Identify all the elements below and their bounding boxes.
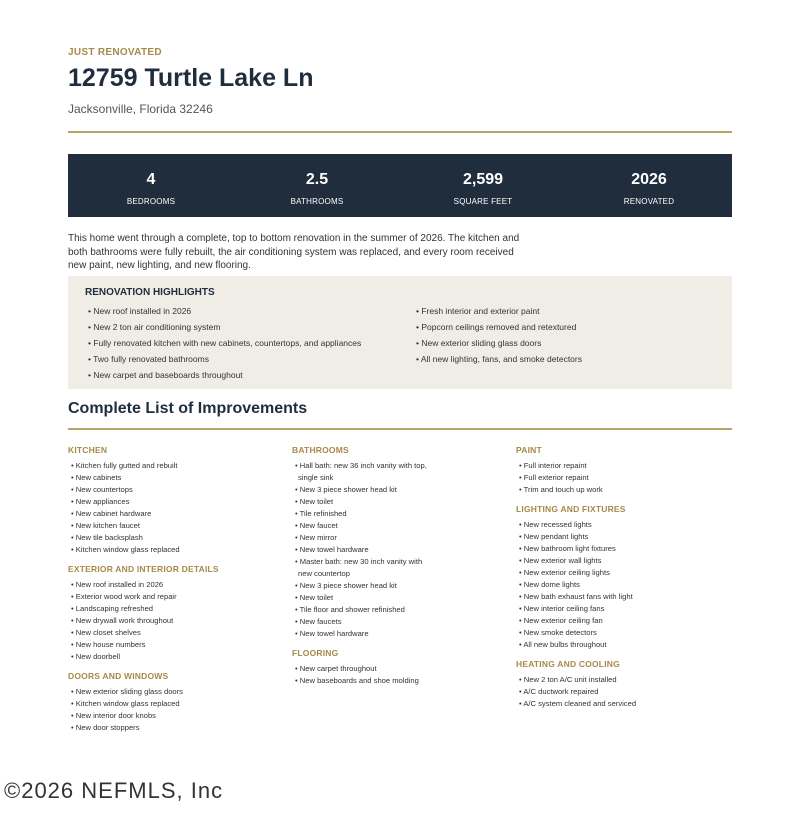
section-title: BATHROOMS: [292, 445, 349, 455]
stat-value: 4: [146, 171, 156, 188]
list-item: • New dome lights: [519, 580, 580, 589]
stat-label: RENOVATED: [623, 197, 675, 206]
list-item: • Full exterior repaint: [519, 473, 589, 482]
divider: [68, 131, 732, 133]
list-item: • New 2 ton A/C unit installed: [519, 675, 617, 684]
stat-renovated: [566, 154, 732, 217]
list-item: • New recessed lights: [519, 520, 592, 529]
stat-label: BEDROOMS: [126, 197, 176, 206]
list-item: • New baseboards and shoe molding: [295, 676, 419, 685]
stat-value: 2,599: [462, 171, 504, 188]
list-item: • Exterior wood work and repair: [71, 592, 177, 601]
list-item: • Master bath: new 30 inch vanity with: [295, 557, 423, 566]
stat-bathrooms: [234, 154, 400, 217]
list-item: • New appliances: [71, 497, 130, 506]
highlight-item: • New carpet and baseboards throughout: [88, 370, 243, 380]
divider: [68, 428, 732, 430]
list-item: • New interior door knobs: [71, 711, 156, 720]
highlights-title: RENOVATION HIGHLIGHTS: [85, 287, 215, 298]
section-title: HEATING AND COOLING: [516, 659, 620, 669]
list-item: • Full interior repaint: [519, 461, 587, 470]
highlight-item: • Two fully renovated bathrooms: [88, 354, 209, 364]
list-item: • New doorbell: [71, 652, 121, 661]
highlight-item: • New 2 ton air conditioning system: [88, 322, 221, 332]
highlights-left: [88, 306, 361, 386]
list-item: • New faucets: [295, 617, 342, 626]
list-item: • New 3 piece shower head kit: [295, 485, 397, 494]
improvements-column-3: [516, 445, 731, 710]
list-item: • New exterior ceiling fan: [519, 616, 603, 625]
list-item: • All new bulbs throughout: [519, 640, 607, 649]
section-gap: [292, 640, 507, 648]
list-item: • New countertops: [71, 485, 133, 494]
list-item: • Kitchen fully gutted and rebuilt: [71, 461, 178, 470]
list-item: • Landscaping refreshed: [71, 604, 154, 613]
list-item: single sink: [298, 473, 334, 482]
improvements-column-2: [292, 445, 507, 687]
list-item: • New closet shelves: [71, 628, 141, 637]
list-item: • New toilet: [295, 593, 334, 602]
section-gap: [68, 663, 283, 671]
stat-value: 2026: [631, 171, 667, 188]
highlight-item: • Fresh interior and exterior paint: [416, 306, 540, 316]
list-item: • New towel hardware: [295, 545, 369, 554]
list-item: • New toilet: [295, 497, 334, 506]
list-item: • New towel hardware: [295, 629, 369, 638]
watermark: ©2026 NEFMLS, Inc: [4, 778, 224, 803]
list-item: • New door stoppers: [71, 723, 140, 732]
list-item: • Tile refinished: [295, 509, 347, 518]
highlight-item: • All new lighting, fans, and smoke detectors: [416, 354, 582, 364]
list-item: • Tile floor and shower refinished: [295, 605, 405, 614]
section-title: EXTERIOR AND INTERIOR DETAILS: [68, 564, 219, 574]
list-item: • New kitchen faucet: [71, 521, 140, 530]
list-item: • New exterior sliding glass doors: [71, 687, 183, 696]
list-item: new countertop: [298, 569, 350, 578]
list-item: • New pendant lights: [519, 532, 589, 541]
section-title: KITCHEN: [68, 445, 108, 455]
improvements-column-1: [68, 445, 283, 734]
list-item: • A/C ductwork repaired: [519, 687, 599, 696]
list-item: • Kitchen window glass replaced: [71, 699, 180, 708]
highlight-item: • Fully renovated kitchen with new cabinets, countertops, and appliances: [88, 338, 362, 348]
list-item: • Kitchen window glass replaced: [71, 545, 180, 554]
list-item: • New bathroom light fixtures: [519, 544, 616, 553]
stat-label: SQUARE FEET: [453, 197, 513, 206]
highlights-right: [416, 306, 582, 370]
list-item: • New smoke detectors: [519, 628, 597, 637]
list-item: • New cabinets: [71, 473, 122, 482]
stat-square-feet: [400, 154, 566, 217]
highlight-item: • Popcorn ceilings removed and retextured: [416, 322, 577, 332]
list-item: • New tile backsplash: [71, 533, 143, 542]
section-title: PAINT: [516, 445, 542, 455]
list-item: • New exterior wall lights: [519, 556, 602, 565]
list-item: • New roof installed in 2026: [71, 580, 164, 589]
list-item: • New carpet throughout: [295, 664, 377, 673]
stats-bar: [68, 154, 732, 217]
list-item: • New bath exhaust fans with light: [519, 592, 633, 601]
stat-label: BATHROOMS: [290, 197, 344, 206]
list-item: • New faucet: [295, 521, 338, 530]
highlights-box: [68, 276, 732, 389]
section-gap: [68, 556, 283, 564]
section-title: FLOORING: [292, 648, 339, 658]
list-item: • New mirror: [295, 533, 337, 542]
stat-value: 2.5: [305, 171, 329, 188]
list-item: • New cabinet hardware: [71, 509, 152, 518]
list-item: • New house numbers: [71, 640, 146, 649]
intro-paragraph: This home went through a complete, top to bottom renovation in the summer of 2026. The kitchen and both bathrooms were fully rebuilt, the air conditioning system was replaced, and every room received new paint, new lighting, and new flooring.: [68, 233, 520, 271]
eyebrow-label: JUST RENOVATED: [68, 47, 162, 58]
list-item: • New exterior ceiling lights: [519, 568, 610, 577]
list-item: • Hall bath: new 36 inch vanity with top,: [295, 461, 427, 470]
list-item: • New drywall work throughout: [71, 616, 174, 625]
list-item: • New interior ceiling fans: [519, 604, 605, 613]
section-title: DOORS AND WINDOWS: [68, 671, 169, 681]
stat-bedrooms: [68, 154, 234, 217]
section-title: LIGHTING AND FIXTURES: [516, 504, 626, 514]
list-item: • A/C system cleaned and serviced: [519, 699, 637, 708]
highlight-item: • New roof installed in 2026: [88, 306, 192, 316]
highlight-item: • New exterior sliding glass doors: [416, 338, 542, 348]
list-item: • New 3 piece shower head kit: [295, 581, 397, 590]
improvements-heading: Complete List of Improvements: [68, 400, 308, 417]
list-item: • Trim and touch up work: [519, 485, 603, 494]
section-gap: [516, 496, 731, 504]
property-address: 12759 Turtle Lake Ln: [68, 64, 314, 92]
property-city: Jacksonville, Florida 32246: [68, 102, 213, 116]
section-gap: [516, 651, 731, 659]
